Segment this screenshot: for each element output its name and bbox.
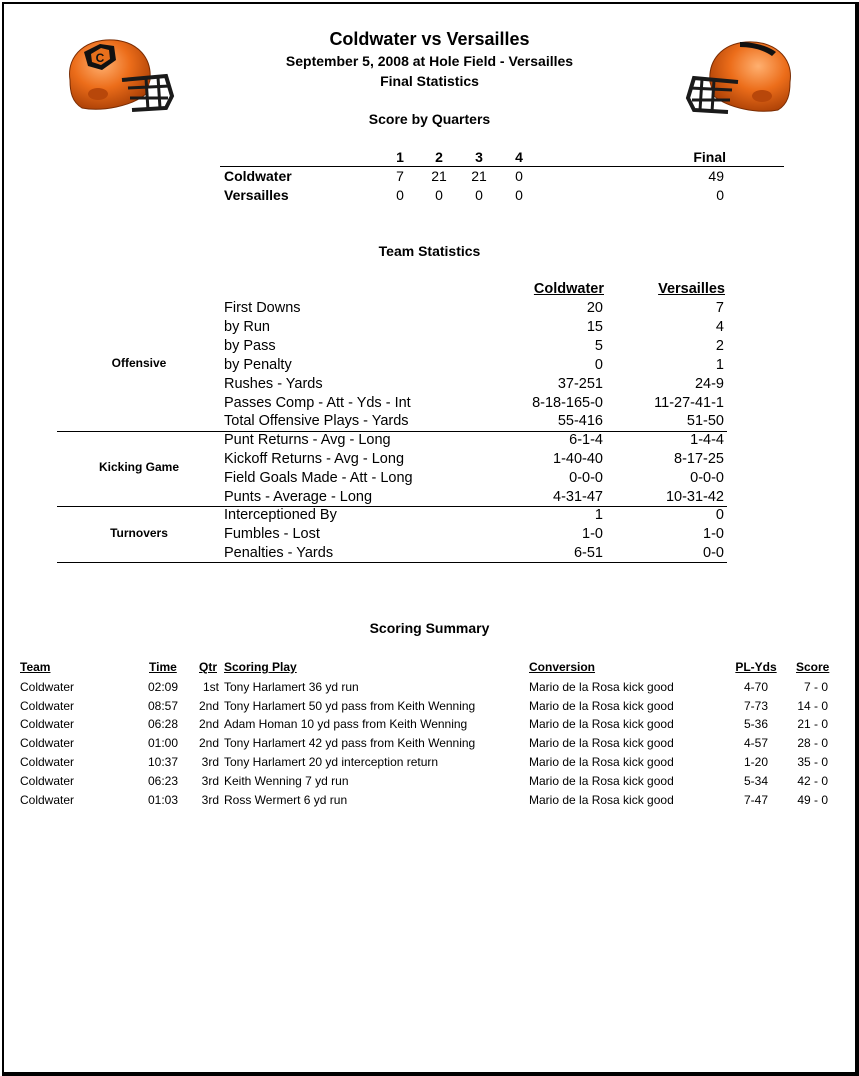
stat-value-coldwater: 1-0	[582, 526, 603, 542]
quarter-score: 0	[475, 187, 483, 203]
scoring-time: 06:28	[148, 717, 179, 731]
quarter-header-4: 4	[515, 149, 523, 165]
stat-value-coldwater: 6-1-4	[569, 432, 603, 448]
scoring-time: 01:00	[148, 736, 179, 750]
stat-value-versailles: 11-27-41-1	[654, 395, 724, 411]
stat-label: Rushes - Yards	[224, 376, 323, 392]
stat-value-coldwater: 5	[594, 338, 603, 354]
scoring-time: 08:57	[148, 699, 179, 713]
scoring-pl-yds: 5-34	[743, 774, 769, 788]
col-header-conversion: Conversion	[529, 660, 596, 674]
scoring-conversion: Mario de la Rosa kick good	[529, 736, 674, 750]
quarters-header-rule	[220, 166, 784, 167]
scoring-play: Tony Harlamert 42 yd pass from Keith Wenning	[224, 736, 476, 750]
team-statistics-title: Team Statistics	[378, 243, 481, 259]
scoring-pl-yds: 5-36	[743, 717, 769, 731]
quarter-header-2: 2	[435, 149, 443, 165]
scoring-play: Ross Wermert 6 yd run	[224, 793, 348, 807]
quarter-header-3: 3	[475, 149, 483, 165]
scoring-conversion: Mario de la Rosa kick good	[529, 680, 674, 694]
scoring-score: 21 - 0	[797, 717, 828, 731]
scoring-score: 35 - 0	[797, 755, 828, 769]
stat-column-header-coldwater: Coldwater	[533, 281, 604, 297]
scoring-qtr: 3rd	[201, 755, 219, 769]
final-score: 49	[708, 168, 724, 184]
stat-label: by Pass	[224, 338, 276, 354]
final-stats-caption: Final Statistics	[380, 73, 479, 89]
scoring-conversion: Mario de la Rosa kick good	[529, 717, 674, 731]
scoring-team: Coldwater	[20, 793, 75, 807]
stat-value-coldwater: 0-0-0	[569, 470, 603, 486]
col-header-scoring-play: Scoring Play	[224, 660, 297, 674]
stat-value-coldwater: 4-31-47	[553, 489, 603, 505]
stat-label: Total Offensive Plays - Yards	[224, 413, 409, 429]
scoring-play: Tony Harlamert 50 yd pass from Keith Wenning	[224, 699, 476, 713]
stat-label: Passes Comp - Att - Yds - Int	[224, 395, 411, 411]
stat-value-versailles: 1	[715, 357, 724, 373]
quarter-score: 0	[396, 187, 404, 203]
scoring-qtr: 1st	[202, 680, 219, 694]
scoring-score: 42 - 0	[797, 774, 828, 788]
scoring-conversion: Mario de la Rosa kick good	[529, 755, 674, 769]
scoring-time: 02:09	[148, 680, 179, 694]
quarter-score: 21	[431, 168, 447, 184]
col-header-team: Team	[20, 660, 51, 674]
scoring-play: Keith Wenning 7 yd run	[224, 774, 349, 788]
team-name: Versailles	[224, 187, 289, 203]
stat-column-header-versailles: Versailles	[658, 281, 725, 297]
stat-value-versailles: 4	[715, 319, 724, 335]
scoring-pl-yds: 1-20	[743, 755, 769, 769]
scoring-play: Tony Harlamert 36 yd run	[224, 680, 359, 694]
stat-group-label: Kicking Game	[98, 460, 180, 474]
stat-value-versailles: 24-9	[694, 376, 724, 392]
scoring-conversion: Mario de la Rosa kick good	[529, 793, 674, 807]
col-header-qtr: Qtr	[199, 660, 217, 674]
stat-label: Kickoff Returns - Avg - Long	[224, 451, 405, 467]
col-header-time: Time	[149, 660, 177, 674]
stat-label: Interceptioned By	[224, 507, 337, 523]
stat-value-coldwater: 8-18-165-0	[532, 395, 603, 411]
stat-value-coldwater: 0	[594, 357, 603, 373]
scoring-time: 06:23	[148, 774, 179, 788]
stat-label: Punt Returns - Avg - Long	[224, 432, 391, 448]
stat-value-versailles: 2	[715, 338, 724, 354]
scoring-score: 49 - 0	[797, 793, 828, 807]
quarter-header-1: 1	[396, 149, 404, 165]
stat-value-versailles: 1-0	[703, 526, 724, 542]
scoring-conversion: Mario de la Rosa kick good	[529, 699, 674, 713]
scoring-team: Coldwater	[20, 699, 75, 713]
stat-value-coldwater: 1	[594, 507, 603, 523]
scoring-conversion: Mario de la Rosa kick good	[529, 774, 674, 788]
stat-label: Punts - Average - Long	[224, 489, 373, 505]
scoring-team: Coldwater	[20, 774, 75, 788]
scoring-team: Coldwater	[20, 736, 75, 750]
quarter-score: 21	[471, 168, 487, 184]
scoring-qtr: 3rd	[201, 774, 219, 788]
stat-label: Fumbles - Lost	[224, 526, 320, 542]
quarter-score: 0	[515, 168, 523, 184]
quarter-score: 0	[435, 187, 443, 203]
scoring-team: Coldwater	[20, 680, 75, 694]
game-subtitle: September 5, 2008 at Hole Field - Versailles	[285, 53, 574, 69]
scoring-summary-title: Scoring Summary	[369, 620, 490, 636]
scoring-team: Coldwater	[20, 717, 75, 731]
svg-text:C: C	[95, 51, 105, 65]
stat-value-coldwater: 55-416	[557, 413, 603, 429]
scoring-qtr: 2nd	[198, 736, 219, 750]
stat-value-versailles: 0	[715, 507, 724, 523]
stat-value-versailles: 51-50	[686, 413, 724, 429]
final-header: Final	[693, 149, 726, 165]
stat-value-coldwater: 37-251	[557, 376, 603, 392]
col-header-pl-yds: PL-Yds	[735, 660, 777, 674]
stat-group-label: Offensive	[111, 356, 167, 370]
scoring-time: 01:03	[148, 793, 179, 807]
stat-label: by Penalty	[224, 357, 292, 373]
stat-label: First Downs	[224, 300, 301, 316]
scoring-pl-yds: 7-47	[743, 793, 769, 807]
stat-value-versailles: 8-17-25	[674, 451, 724, 467]
quarter-score: 7	[396, 168, 404, 184]
scoring-team: Coldwater	[20, 755, 75, 769]
scoring-time: 10:37	[148, 755, 179, 769]
stat-value-versailles: 10-31-42	[665, 489, 724, 505]
scoring-pl-yds: 4-57	[743, 736, 769, 750]
scoring-score: 7 - 0	[803, 680, 828, 694]
scoring-play: Tony Harlamert 20 yd interception return	[224, 755, 439, 769]
stat-value-coldwater: 6-51	[573, 545, 603, 561]
stat-value-versailles: 0-0-0	[690, 470, 724, 486]
scoring-pl-yds: 7-73	[743, 699, 769, 713]
col-header-score: Score	[796, 660, 830, 674]
quarter-score: 0	[515, 187, 523, 203]
stat-label: Field Goals Made - Att - Long	[224, 470, 413, 486]
stat-value-coldwater: 15	[586, 319, 603, 335]
scoring-qtr: 2nd	[198, 699, 219, 713]
scoring-score: 14 - 0	[797, 699, 828, 713]
scoring-score: 28 - 0	[797, 736, 828, 750]
stat-group-label: Turnovers	[110, 526, 168, 540]
team-name: Coldwater	[224, 168, 292, 184]
stat-label: Penalties - Yards	[224, 545, 334, 561]
group-divider	[57, 562, 727, 563]
stat-label: by Run	[224, 319, 270, 335]
scoring-qtr: 2nd	[198, 717, 219, 731]
score-by-quarters-title: Score by Quarters	[368, 111, 491, 127]
stat-value-versailles: 0-0	[703, 545, 724, 561]
stat-value-coldwater: 20	[586, 300, 603, 316]
scoring-play: Adam Homan 10 yd pass from Keith Wenning	[224, 717, 468, 731]
stat-value-versailles: 1-4-4	[690, 432, 724, 448]
scoring-qtr: 3rd	[201, 793, 219, 807]
stat-value-coldwater: 1-40-40	[553, 451, 603, 467]
stat-value-versailles: 7	[715, 300, 724, 316]
final-score: 0	[716, 187, 724, 203]
page-title: Coldwater vs Versailles	[329, 29, 530, 49]
scoring-pl-yds: 4-70	[743, 680, 769, 694]
